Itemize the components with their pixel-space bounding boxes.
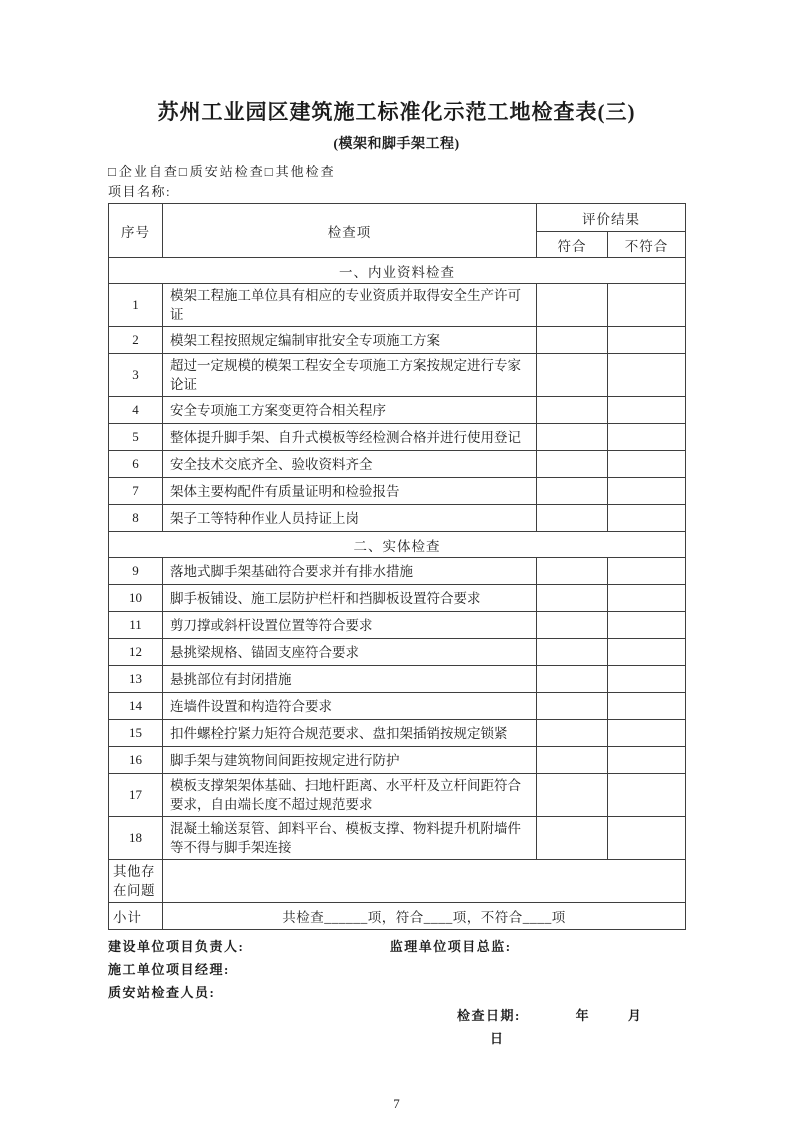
pass-cell bbox=[537, 747, 608, 774]
pass-cell bbox=[537, 424, 608, 451]
row-number: 3 bbox=[109, 354, 163, 397]
check-item-text: 连墙件设置和构造符合要求 bbox=[163, 693, 537, 720]
inspector-signature-label: 质安站检查人员: bbox=[108, 985, 216, 1000]
check-type-label: 质安站检查 bbox=[189, 164, 265, 179]
other-issues-label: 其他存在问题 bbox=[109, 860, 163, 903]
fail-cell bbox=[608, 505, 686, 532]
table-row bbox=[109, 774, 686, 817]
page-subtitle: (模架和脚手架工程) bbox=[333, 137, 460, 152]
fail-cell bbox=[608, 424, 686, 451]
fail-cell bbox=[608, 284, 686, 327]
pass-cell bbox=[537, 284, 608, 327]
row-number: 4 bbox=[109, 397, 163, 424]
check-type-option-enterprise-self-check bbox=[108, 164, 179, 179]
table-row bbox=[109, 747, 686, 774]
pass-cell bbox=[537, 585, 608, 612]
year-label: 年 bbox=[575, 1008, 591, 1023]
check-item-text: 超过一定规模的模架工程安全专项施工方案按规定进行专家论证 bbox=[163, 354, 537, 397]
check-type-option-other-check bbox=[265, 164, 336, 179]
pass-cell bbox=[537, 817, 608, 860]
supervisor-signature-label: 监理单位项目总监: bbox=[389, 939, 512, 954]
row-number: 12 bbox=[109, 639, 163, 666]
table-row bbox=[109, 612, 686, 639]
check-item-text: 混凝土输送泵管、卸料平台、模板支撑、物料提升机附墙件等不得与脚手架连接 bbox=[163, 817, 537, 860]
table-row bbox=[109, 478, 686, 505]
row-number: 17 bbox=[109, 774, 163, 817]
page-number: 7 bbox=[393, 1096, 400, 1111]
check-type-label: 企业自查 bbox=[118, 164, 179, 179]
table-row bbox=[109, 817, 686, 860]
table-row bbox=[109, 505, 686, 532]
check-type-label: 其他检查 bbox=[275, 164, 336, 179]
checkbox-icon: □ bbox=[108, 164, 118, 179]
row-number: 18 bbox=[109, 817, 163, 860]
fail-cell bbox=[608, 817, 686, 860]
row-number: 10 bbox=[109, 585, 163, 612]
inspection-date-line bbox=[108, 1004, 685, 1046]
contractor-signature-label: 施工单位项目经理: bbox=[108, 962, 230, 977]
check-item-text: 悬挑梁规格、锚固支座符合要求 bbox=[163, 639, 537, 666]
page-title: 苏州工业园区建筑施工标准化示范工地检查表(三) bbox=[157, 100, 636, 124]
row-number: 5 bbox=[109, 424, 163, 451]
project-name-label: 项目名称: bbox=[108, 184, 172, 199]
fail-cell bbox=[608, 354, 686, 397]
pass-cell bbox=[537, 612, 608, 639]
builder-signature-label: 建设单位项目负责人: bbox=[108, 939, 245, 954]
check-item-text: 整体提升脚手架、自升式模板等经检测合格并进行使用登记 bbox=[163, 424, 537, 451]
fail-cell bbox=[608, 478, 686, 505]
table-row bbox=[109, 397, 686, 424]
fail-cell bbox=[608, 451, 686, 478]
fail-cell bbox=[608, 666, 686, 693]
pass-cell bbox=[537, 505, 608, 532]
row-number: 16 bbox=[109, 747, 163, 774]
fail-cell bbox=[608, 397, 686, 424]
col-header-pass: 符合 bbox=[537, 232, 608, 258]
row-number: 7 bbox=[109, 478, 163, 505]
table-row bbox=[109, 693, 686, 720]
table-row bbox=[109, 451, 686, 478]
fail-cell bbox=[608, 612, 686, 639]
inspection-date-label: 检查日期: bbox=[457, 1008, 521, 1023]
table-row bbox=[109, 558, 686, 585]
check-item-text: 安全技术交底齐全、验收资料齐全 bbox=[163, 451, 537, 478]
other-issues-row bbox=[109, 860, 686, 903]
pass-cell bbox=[537, 666, 608, 693]
col-header-fail: 不符合 bbox=[608, 232, 686, 258]
table-row bbox=[109, 720, 686, 747]
check-item-text: 剪刀撑或斜杆设置位置等符合要求 bbox=[163, 612, 537, 639]
fail-cell bbox=[608, 639, 686, 666]
table-row bbox=[109, 585, 686, 612]
row-number: 15 bbox=[109, 720, 163, 747]
checkbox-icon: □ bbox=[264, 164, 275, 179]
table-row bbox=[109, 639, 686, 666]
fail-cell bbox=[608, 693, 686, 720]
table-row bbox=[109, 666, 686, 693]
check-item-text: 扣件螺栓拧紧力矩符合规范要求、盘扣架插销按规定锁紧 bbox=[163, 720, 537, 747]
pass-cell bbox=[537, 478, 608, 505]
fail-cell bbox=[608, 774, 686, 817]
table-row bbox=[109, 424, 686, 451]
fail-cell bbox=[608, 720, 686, 747]
pass-cell bbox=[537, 397, 608, 424]
check-item-text: 模架工程施工单位具有相应的专业资质并取得安全生产许可证 bbox=[163, 284, 537, 327]
pass-cell bbox=[537, 720, 608, 747]
subtotal-text: 共检查______项，符合____项，不符合____项 bbox=[163, 903, 686, 930]
pass-cell bbox=[537, 774, 608, 817]
check-type-option-quality-station-check bbox=[179, 164, 265, 179]
section-title: 一、内业资料检查 bbox=[109, 258, 686, 284]
pass-cell bbox=[537, 639, 608, 666]
section-header-row bbox=[109, 258, 686, 284]
checkbox-icon: □ bbox=[178, 164, 189, 179]
check-item-text: 悬挑部位有封闭措施 bbox=[163, 666, 537, 693]
row-number: 14 bbox=[109, 693, 163, 720]
check-item-text: 架子工等特种作业人员持证上岗 bbox=[163, 505, 537, 532]
table-row bbox=[109, 327, 686, 354]
fail-cell bbox=[608, 558, 686, 585]
col-header-item: 检查项 bbox=[163, 204, 537, 258]
row-number: 6 bbox=[109, 451, 163, 478]
pass-cell bbox=[537, 693, 608, 720]
month-label: 月 bbox=[627, 1008, 643, 1023]
row-number: 11 bbox=[109, 612, 163, 639]
subtotal-row bbox=[109, 903, 686, 930]
pass-cell bbox=[537, 558, 608, 585]
pass-cell bbox=[537, 451, 608, 478]
check-item-text: 脚手板铺设、施工层防护栏杆和挡脚板设置符合要求 bbox=[163, 585, 537, 612]
fail-cell bbox=[608, 747, 686, 774]
check-item-text: 落地式脚手架基础符合要求并有排水措施 bbox=[163, 558, 537, 585]
inspection-table bbox=[108, 203, 686, 930]
row-number: 13 bbox=[109, 666, 163, 693]
table-row bbox=[109, 354, 686, 397]
section-header-row bbox=[109, 532, 686, 558]
subtotal-label: 小计 bbox=[109, 903, 163, 930]
check-item-text: 模板支撑架架体基础、扫地杆距离、水平杆及立杆间距符合要求，自由端长度不超过规范要求 bbox=[163, 774, 537, 817]
row-number: 1 bbox=[109, 284, 163, 327]
section-title: 二、实体检查 bbox=[109, 532, 686, 558]
row-number: 9 bbox=[109, 558, 163, 585]
pass-cell bbox=[537, 354, 608, 397]
signature-block bbox=[108, 935, 685, 1046]
check-type-row bbox=[108, 162, 685, 181]
check-item-text: 安全专项施工方案变更符合相关程序 bbox=[163, 397, 537, 424]
fail-cell bbox=[608, 327, 686, 354]
table-row bbox=[109, 284, 686, 327]
row-number: 2 bbox=[109, 327, 163, 354]
day-label: 日 bbox=[490, 1031, 505, 1046]
check-item-text: 脚手架与建筑物间间距按规定进行防护 bbox=[163, 747, 537, 774]
row-number: 8 bbox=[109, 505, 163, 532]
fail-cell bbox=[608, 585, 686, 612]
col-header-result: 评价结果 bbox=[537, 204, 686, 232]
col-header-serial: 序号 bbox=[109, 204, 163, 258]
pass-cell bbox=[537, 327, 608, 354]
other-issues-value-cell bbox=[163, 860, 686, 903]
check-item-text: 架体主要构配件有质量证明和检验报告 bbox=[163, 478, 537, 505]
check-item-text: 模架工程按照规定编制审批安全专项施工方案 bbox=[163, 327, 537, 354]
